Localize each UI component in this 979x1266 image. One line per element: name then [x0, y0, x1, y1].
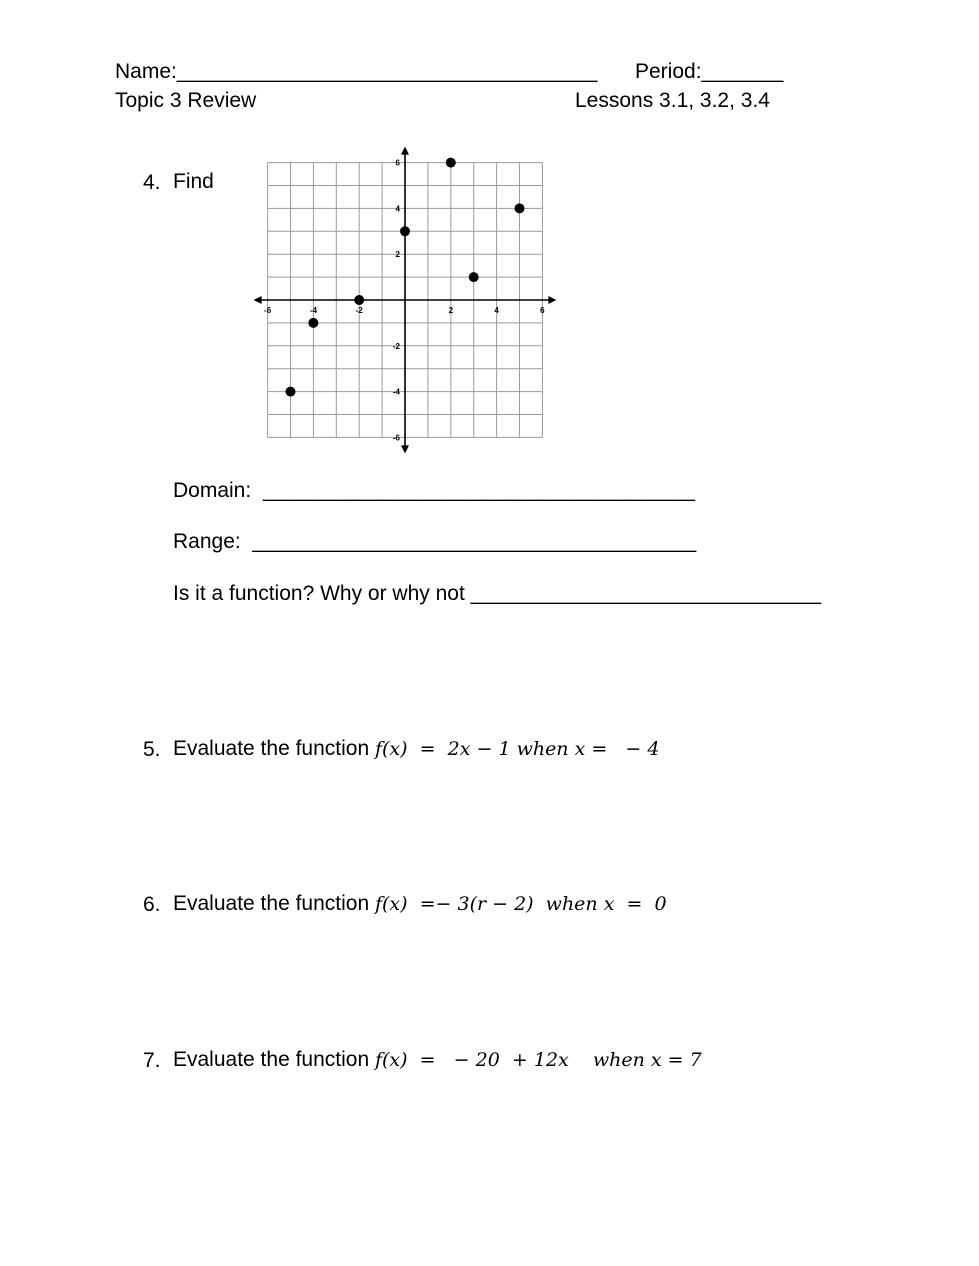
topic-title: Topic 3 Review: [115, 89, 257, 112]
q5-number: 5.: [143, 738, 161, 761]
data-point: [400, 226, 410, 236]
y-tick-label: -2: [392, 341, 400, 351]
y-tick-label: -4: [392, 387, 400, 397]
x-tick-label: -4: [309, 306, 317, 315]
x-tick-label: 4: [494, 306, 499, 315]
q6-text: [173, 893, 667, 914]
range-answer-line[interactable]: Range: ______________________________________: [173, 530, 697, 553]
y-tick-label: 4: [395, 204, 400, 214]
x-tick-label: -2: [355, 306, 363, 315]
q4-prompt: Find: [173, 170, 214, 193]
x-tick-label: 6: [540, 306, 545, 315]
function-answer-line[interactable]: Is it a function? Why or why not ______________________________: [173, 582, 822, 605]
y-axis-up-arrow: [401, 147, 409, 155]
q7-number: 7.: [143, 1049, 161, 1072]
y-axis-down-arrow: [401, 445, 409, 453]
q5-math: f(x) = 2x − 1 when x = − 4: [374, 738, 660, 760]
x-tick-label: -6: [264, 306, 272, 315]
q6-math: f(x) =− 3(r − 2) when x = 0: [374, 893, 667, 915]
data-point: [515, 203, 525, 213]
x-axis-right-arrow: [548, 296, 556, 304]
q4-number: 4.: [143, 171, 161, 194]
x-axis-left-arrow: [254, 296, 262, 304]
name-field-label: Name:____________________________________: [115, 60, 598, 83]
q5-text: [173, 738, 659, 759]
lessons-label: Lessons 3.1, 3.2, 3.4: [575, 89, 770, 112]
period-field-label: Period:_______: [635, 60, 784, 83]
data-point: [446, 158, 456, 168]
q6-number: 6.: [143, 893, 161, 916]
y-tick-label: 6: [395, 158, 400, 168]
data-point: [354, 295, 364, 305]
data-point: [286, 387, 296, 397]
q7-text: [173, 1049, 702, 1070]
y-tick-label: -6: [392, 433, 400, 443]
q5-prefix: Evaluate the function: [173, 737, 375, 760]
data-point: [308, 318, 318, 328]
x-tick-label: 2: [448, 306, 454, 315]
axes: [254, 147, 557, 454]
q6-prefix: Evaluate the function: [173, 892, 375, 915]
data-point: [469, 272, 479, 282]
y-tick-label: 2: [395, 250, 400, 260]
q7-prefix: Evaluate the function: [173, 1048, 375, 1071]
q7-math: f(x) = − 20 + 12x when x = 7: [374, 1049, 702, 1071]
domain-answer-line[interactable]: Domain: _____________________________________: [173, 479, 695, 502]
